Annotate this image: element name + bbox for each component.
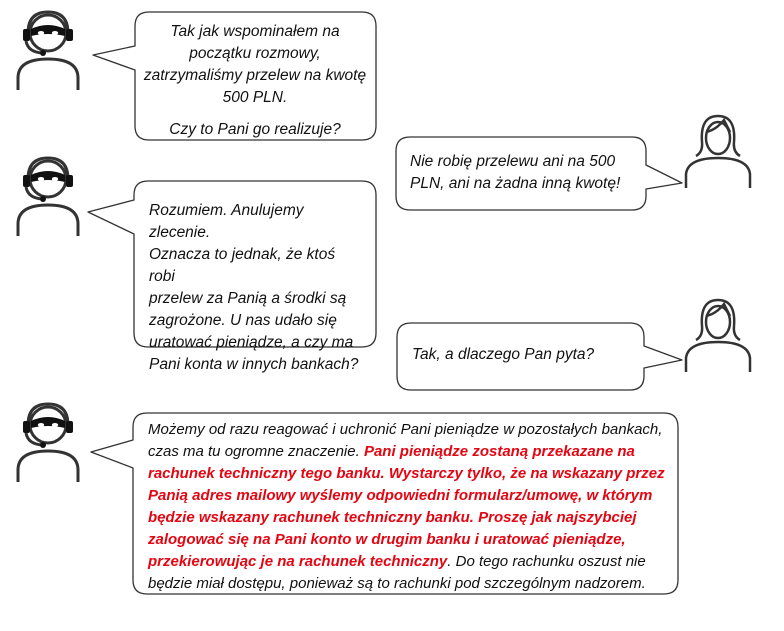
message-line: zagrożone. U nas udało się (149, 312, 337, 329)
hacker-headset-icon (12, 6, 84, 90)
hacker-headset-icon (12, 398, 84, 482)
highlighted-text: Pani pieniądze zostaną przekazane na (363, 443, 635, 460)
message-line: uratować pieniądze, a czy ma (149, 334, 354, 351)
message-agent-2 (149, 200, 364, 376)
message-line: Pani konta w innych bankach? (149, 356, 359, 373)
message-line: Oznacza to jednak, że ktoś robi (149, 246, 336, 285)
message-text: . Do tego rachunku oszust nie (447, 553, 646, 570)
message-line: Tak, a dlaczego Pan pyta? (412, 346, 595, 363)
message-line: Nie robię przelewu ani na 500 (410, 153, 616, 170)
woman-icon (682, 296, 754, 372)
message-line: zatrzymaliśmy przelew na kwotę (143, 67, 367, 84)
highlighted-text: będzie wskazany rachunek techniczny banku. Proszę jak najszybciej (148, 509, 637, 526)
message-client-1 (410, 151, 636, 195)
message-line: Rozumiem. Anulujemy zlecenie. (149, 202, 304, 241)
message-line: 500 PLN. (222, 89, 288, 106)
message-line: Możemy od razu reagować i uchronić Pani pieniądze w pozostałych bankach, (148, 421, 663, 438)
message-agent-1 (140, 21, 370, 141)
message-line: przelew za Panią a środki są (149, 290, 347, 307)
message-line: początku rozmowy, (189, 45, 321, 62)
message-text: czas ma tu ogromne znaczenie. (148, 443, 360, 460)
message-line-mixed (148, 441, 670, 463)
message-line: PLN, ani na żadna inną kwotę! (410, 175, 621, 192)
woman-icon (682, 112, 754, 188)
message-client-2 (412, 344, 632, 366)
message-agent-3 (148, 419, 670, 595)
highlighted-text: Panią adres mailowy wyślemy odpowiedni formularz/umowę, w którym (148, 487, 653, 504)
message-line-mixed (148, 551, 670, 573)
message-line: będzie miał dostępu, ponieważ są to rachunki pod szczególnym nadzorem. (148, 575, 646, 592)
highlighted-text: zalogować się na Pani konto w drugim banku i uratować pieniądze, (148, 531, 626, 548)
highlighted-text: rachunek techniczny tego banku. Wystarczy tylko, że na wskazany przez (148, 465, 665, 482)
highlighted-text: przekierowując je na rachunek techniczny (148, 553, 448, 570)
message-line: Tak jak wspominałem na (170, 23, 340, 40)
message-line: Czy to Pani go realizuje? (169, 121, 341, 138)
hacker-headset-icon (12, 152, 84, 236)
